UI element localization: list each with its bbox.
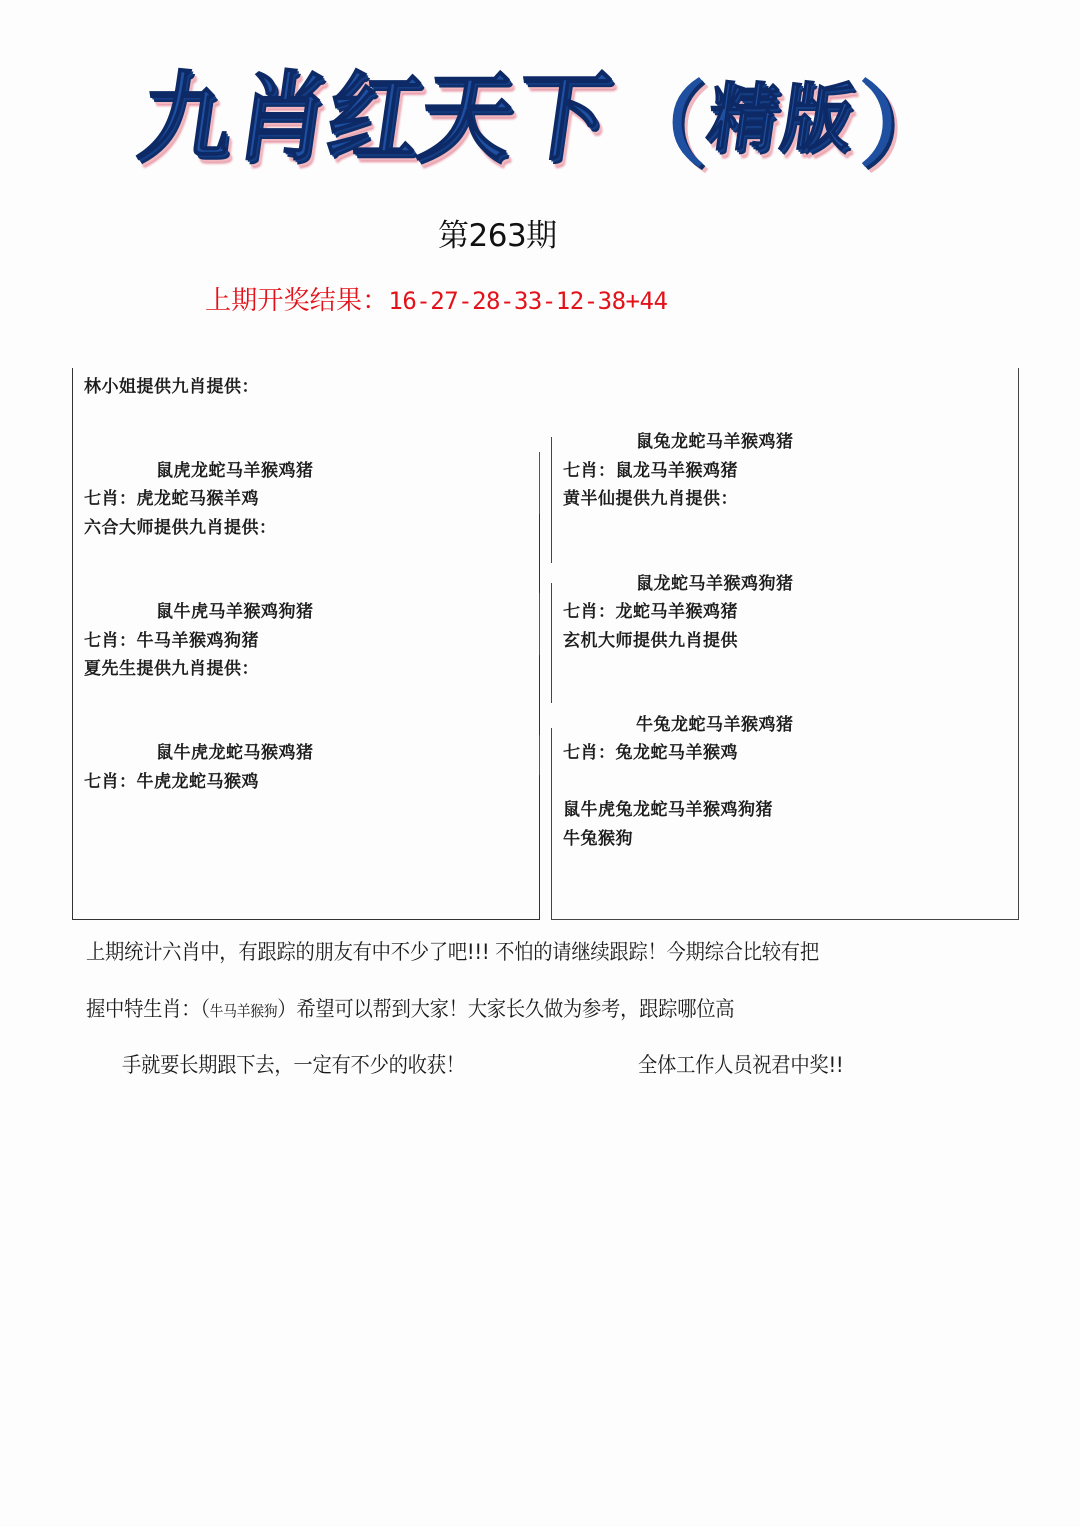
- provider-label: 林小姐提供九肖提供：: [84, 377, 259, 397]
- nine-zodiac: 牛兔龙蛇马羊猴鸡猪: [636, 715, 794, 735]
- nine-zodiac: 鼠兔龙蛇马羊猴鸡猪: [636, 432, 794, 452]
- footer-text: ）希望可以帮到大家！大家长久做为参考，跟踪哪位高: [277, 997, 735, 1021]
- seven-zodiac: 七肖：牛马羊猴鸡狗猪: [84, 631, 259, 651]
- banner-char: 九: [132, 60, 240, 174]
- footer-line-2: [86, 993, 734, 1023]
- provider-label: 黄半仙提供九肖提供：: [563, 489, 738, 509]
- seven-zodiac: 七肖：兔龙蛇马羊猴鸡: [563, 743, 738, 763]
- footer-line-3: [122, 1049, 465, 1079]
- special-zodiac: 牛马羊猴狗: [209, 1002, 278, 1020]
- divider: [539, 593, 540, 655]
- banner-char: 天: [412, 60, 521, 174]
- banner-char: 精: [702, 74, 785, 161]
- footer-line-3b: [638, 1049, 843, 1079]
- divider: [539, 735, 540, 775]
- banner-char: 下: [508, 60, 617, 174]
- provider-label: 夏先生提供九肖提供：: [84, 659, 259, 679]
- border-gap: [549, 703, 555, 728]
- seven-zodiac: 七肖：牛虎龙蛇马猴鸡: [84, 772, 259, 792]
- banner-paren-close: ）: [858, 71, 951, 179]
- border-gap: [549, 367, 555, 437]
- provider-label: 玄机大师提供九肖提供: [563, 631, 738, 651]
- nine-zodiac: 鼠虎龙蛇马羊猴鸡猪: [156, 461, 314, 481]
- nine-zodiac: 鼠牛虎马羊猴鸡狗猪: [156, 602, 314, 622]
- provider-label: 六合大师提供九肖提供：: [84, 518, 277, 538]
- nine-zodiac: 鼠龙蛇马羊猴鸡狗猪: [636, 574, 794, 594]
- border-gap: [536, 368, 542, 452]
- last-result-numbers: 16-27-28-33-12-38+44: [388, 287, 668, 315]
- footer-line-1: 上期统计六肖中，有跟踪的朋友有中不少了吧!!! 不怕的请继续跟踪！今期综合比较有把: [86, 940, 819, 964]
- banner-char: 肖: [228, 60, 336, 174]
- banner-paren-open: （: [614, 71, 707, 179]
- banner-char: 版: [776, 74, 859, 161]
- title-banner: [132, 55, 951, 180]
- footer-text: 全体工作人员祝君中奖!!: [638, 1053, 844, 1077]
- eleven-zodiac: 鼠牛虎兔龙蛇马羊猴鸡狗猪: [563, 800, 773, 820]
- last-result-label: 上期开奖结果：: [205, 286, 389, 316]
- banner-char: 红: [320, 60, 429, 174]
- footer-text: 握中特生肖：（: [86, 997, 210, 1021]
- divider: [539, 452, 540, 514]
- footer-text: 手就要长期跟下去，一定有不少的收获！: [122, 1053, 465, 1077]
- last-result: [205, 280, 667, 317]
- nine-zodiac: 鼠牛虎龙蛇马猴鸡猪: [156, 743, 314, 763]
- seven-zodiac: 七肖：龙蛇马羊猴鸡猪: [563, 602, 738, 622]
- seven-zodiac: 七肖：虎龙蛇马猴羊鸡: [84, 489, 259, 509]
- border-gap: [549, 563, 555, 583]
- four-zodiac: 牛兔猴狗: [563, 829, 633, 849]
- seven-zodiac: 七肖：鼠龙马羊猴鸡猪: [563, 461, 738, 481]
- issue-number: 第263期: [438, 218, 557, 254]
